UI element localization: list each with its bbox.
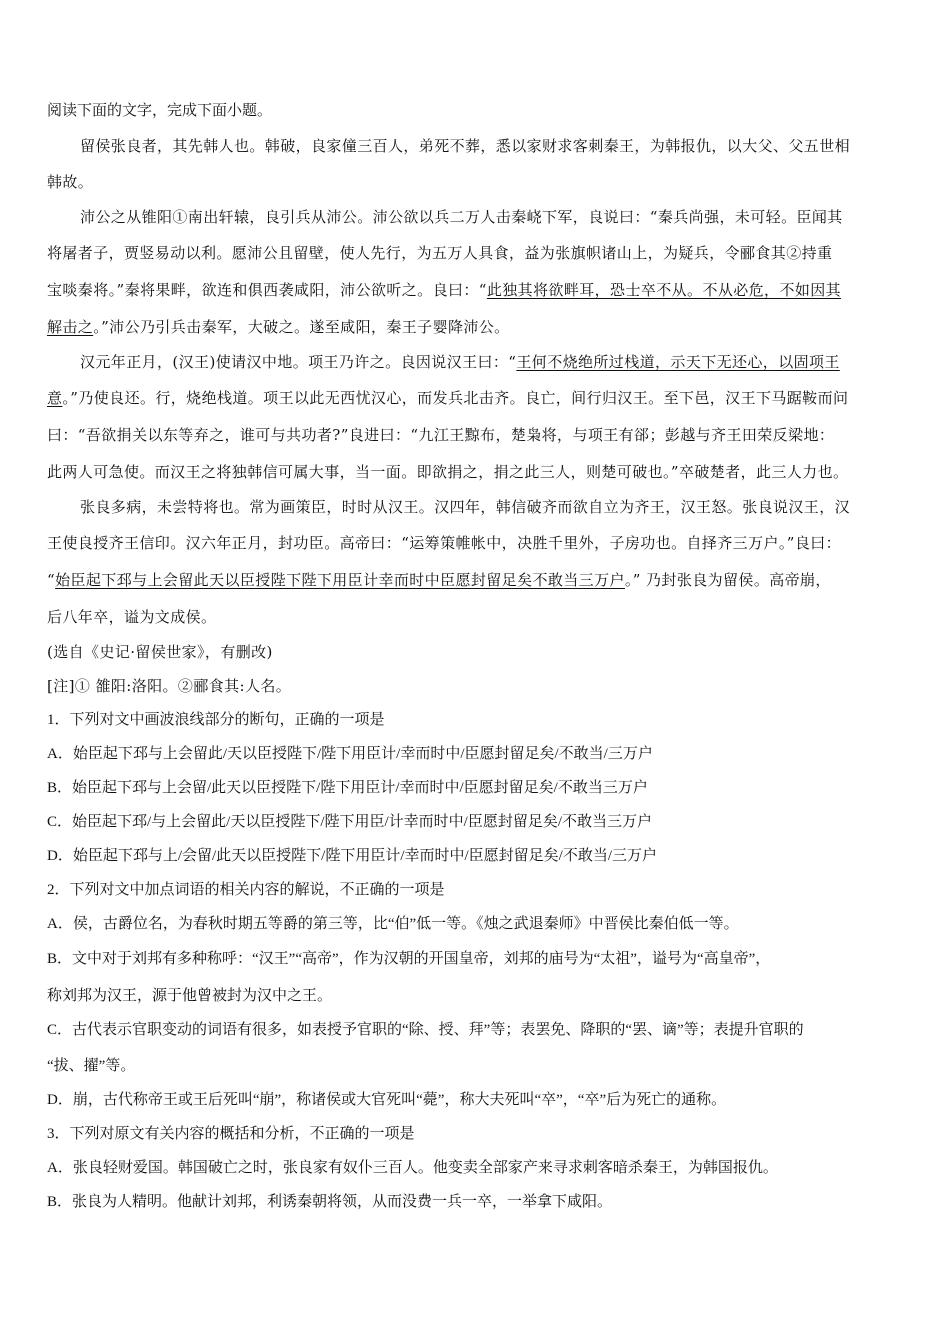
question-2-option-d: D．崩，古代称帝王或王后死叫“崩”，称诸侯或大官死叫“薨”，称大夫死叫“卒”，“卒”后为死亡的通称。 [47, 1092, 727, 1108]
question-1-stem: 1．下列对文中画波浪线部分的断句，正确的一项是 [47, 712, 385, 728]
wavy-underlined-text: 始臣起下邳与上会留此天以臣授陛下陛下用臣计幸而时中臣愿封留足矣不敢当三万户 [55, 571, 625, 589]
passage-text: 汉元年正月，(汉王)使请汉中地。项王乃许之。良因说汉王曰：“ [80, 353, 517, 371]
question-3-option-b: B．张良为人精明。他献计刘邦，利诱秦朝将领，从而没费一兵一卒，一举拿下咸阳。 [47, 1194, 613, 1210]
passage-line: 此两人可急使。而汉王之将独韩信可属大事，当一面。即欲捐之，捐之此三人，则楚可破也。”卒破楚者，此三人力也。 [47, 463, 849, 481]
passage-line [47, 569, 907, 591]
underlined-text: 王何不烧绝所过栈道，示天下无还心，以固项王 [516, 353, 840, 371]
instruction: 阅读下面的文字，完成下面小题。 [47, 103, 273, 119]
underlined-text: 此独其将欲畔耳，恐士卒不从。不从必危，不如因其 [486, 281, 842, 299]
passage-text: 。”乃使良还。行，烧绝栈道。项王以此无西忧汉心，而发兵北击齐。良亡，间行归汉王。至下邑，汉王下马踞鞍而问 [62, 389, 849, 407]
question-1-option-a: A．始臣起下邳与上会留此/天以臣授陛下/陛下用臣计/幸而时中/臣愿封留足矣/不敢当/三万户 [47, 746, 653, 762]
passage-line: 韩故。 [47, 173, 94, 191]
underlined-text: 意 [47, 389, 63, 407]
passage-line: 张良多病，未尝特将也。常为画策臣，时时从汉王。汉四年，韩信破齐而欲自立为齐王，汉王怒。张良说汉王，汉 [80, 498, 851, 516]
question-3-stem: 3．下列对原文有关内容的概括和分析，不正确的一项是 [47, 1126, 415, 1142]
question-2-option-c: C．古代表示官职变动的词语有很多，如表授予官职的“除、授、拜”等；表罢免、降职的“罢、谪”等；表提升官职的 [47, 1022, 804, 1038]
passage-text: 宝啖秦将。”秦将果畔，欲连和俱西袭咸阳，沛公欲听之。良曰：“ [47, 281, 487, 299]
passage-line: 将屠者子，贾竖易动以利。愿沛公且留壁，使人先行，为五万人具食，益为张旗帜诸山上，为疑兵，令郦食其②持重 [47, 244, 833, 262]
underlined-text: 解击之 [47, 318, 94, 336]
passage-line: 王使良授齐王信印。汉六年正月，封功臣。高帝曰：“运筹策帷帐中，决胜千里外，子房功也。自择齐三万户。”良曰： [47, 534, 842, 552]
passage-text: “ [47, 571, 56, 589]
passage-line: 沛公之从锥阳①南出轩辕，良引兵从沛公。沛公欲以兵二万人击秦峣下军，良说曰：“秦兵尚强，未可轻。臣闻其 [80, 208, 843, 226]
question-2-option-b: B．文中对于刘邦有多种称呼：“汉王”“高帝”，作为汉朝的开国皇帝，刘邦的庙号为“太祖”，谥号为“高皇帝”， [47, 951, 771, 967]
passage-text: 。” 乃封张良为留侯。高帝崩， [624, 571, 831, 589]
passage-line: 留侯张良者，其先韩人也。韩破，良家僮三百人，弟死不葬，悉以家财求客刺秦王，为韩报仇，以大父、父五世相 [80, 137, 851, 155]
passage-line: 曰：“吾欲捐关以东等弃之，谁可与共功者?”良进曰：“九江王黥布，楚枭将，与项王有郤；彭越与齐王田荣反梁地： [47, 426, 835, 444]
annotation-note: [注]① 雒阳:洛阳。②郦食其:人名。 [47, 677, 292, 695]
question-1-option-c: C．始臣起下邳/与上会留此/天以臣授陛下/陛下用臣/计幸而时中/臣愿封留足矣/不敢当三万户 [47, 814, 653, 830]
question-2-stem: 2．下列对文中加点词语的相关内容的解说，不正确的一项是 [47, 882, 445, 898]
passage-line [47, 387, 907, 409]
passage-line: 后八年卒，谥为文成侯。 [47, 608, 217, 626]
passage-line [47, 316, 907, 338]
source-citation: (选自《史记·留侯世家》，有删改) [47, 643, 273, 661]
question-2-option-a: A．侯，古爵位名，为春秋时期五等爵的第三等，比“伯”低一等。《烛之武退秦师》中晋侯比秦伯低一等。 [47, 916, 739, 932]
question-1-option-b: B．始臣起下邳与上会留/此天以臣授陛下/陛下用臣计/幸而时中/臣愿封留足矣/不敢当三万户 [47, 780, 648, 796]
passage-text: 。”沛公乃引兵击秦军，大破之。遂至咸阳，秦王子婴降沛公。 [93, 318, 510, 336]
question-3-option-a: A．张良轻财爱国。韩国破亡之时，张良家有奴仆三百人。他变卖全部家产来寻求刺客暗杀秦王，为韩国报仇。 [47, 1160, 778, 1176]
question-1-option-d: D．始臣起下邳与上/会留/此天以臣授陛下/陛下用臣计/幸而时中/臣愿封留足矣/不敢当/三万户 [47, 848, 658, 864]
question-2-option-b-cont: 称刘邦为汉王，源于他曾被封为汉中之王。 [47, 988, 333, 1004]
passage-line [80, 351, 907, 373]
passage-line [47, 279, 907, 301]
question-2-option-c-cont: “拔、擢”等。 [47, 1058, 136, 1074]
